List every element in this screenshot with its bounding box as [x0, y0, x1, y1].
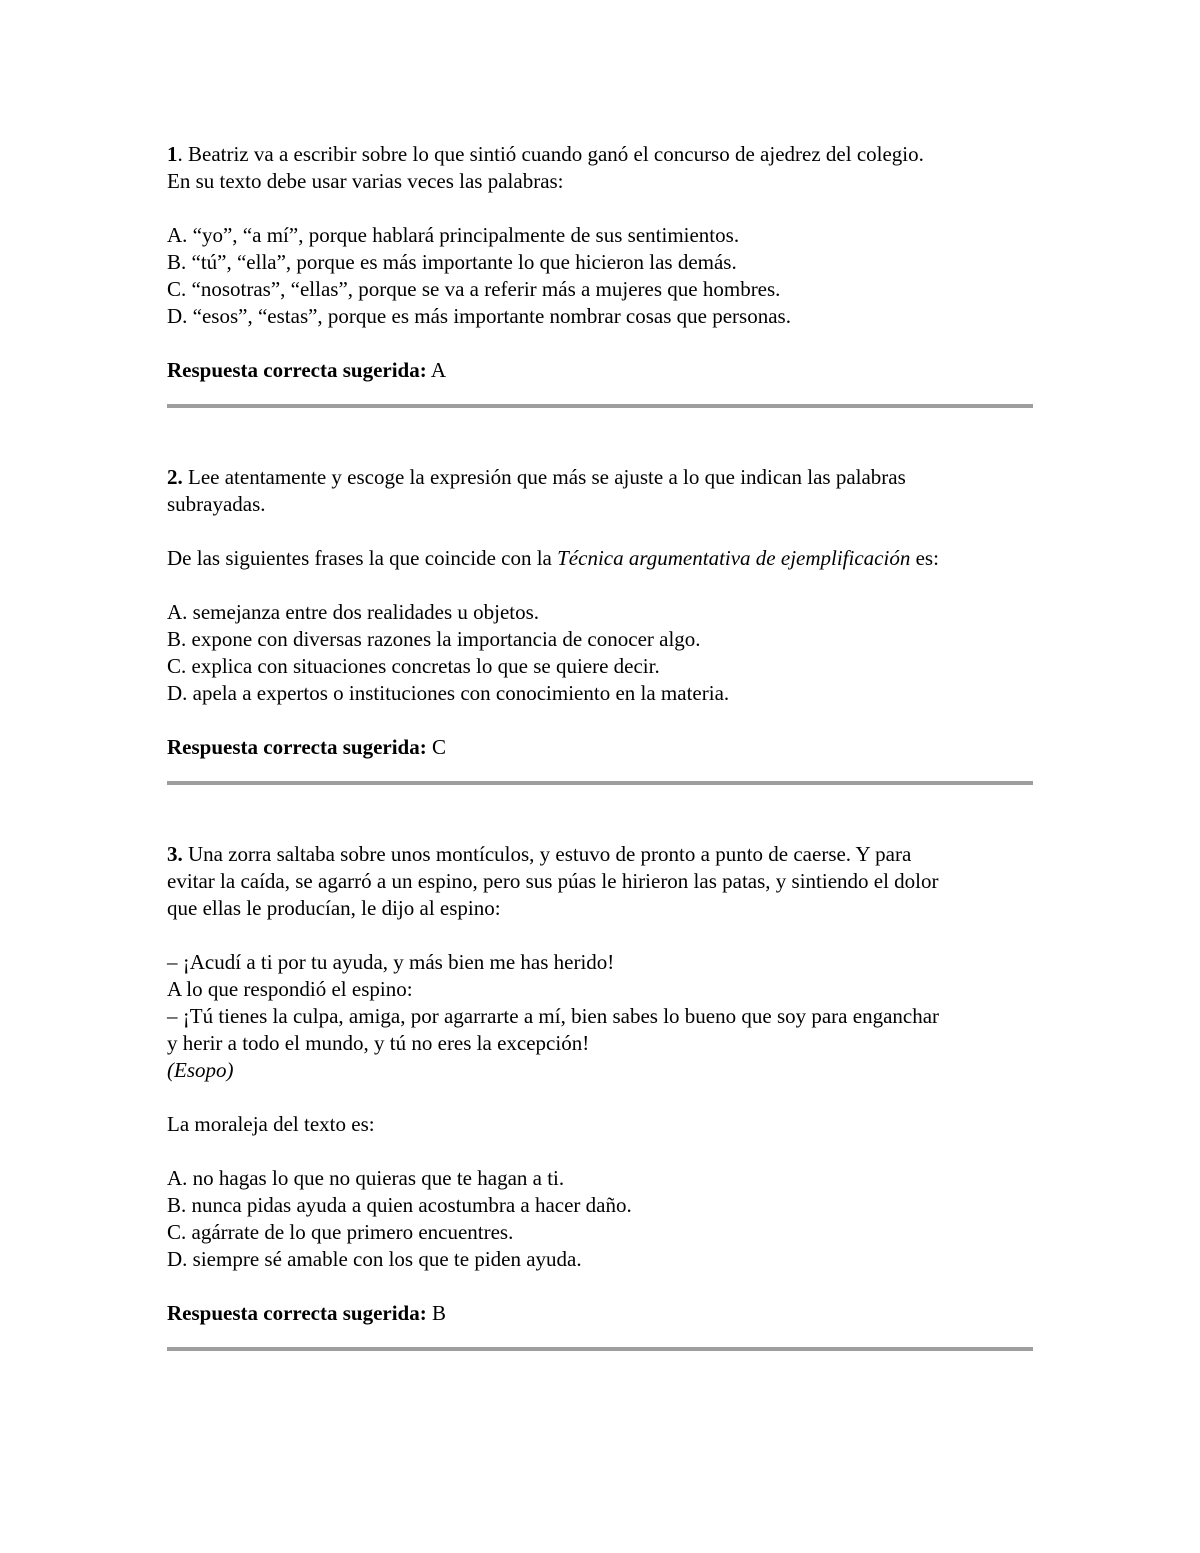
answer-value: C — [426, 735, 446, 759]
question-1-option-a: A. “yo”, “a mí”, porque hablará principalmente de sus sentimientos. — [167, 223, 740, 247]
question-1 — [167, 141, 1035, 384]
question-3-stem-line-2: evitar la caída, se agarró a un espino, pero sus púas le hirieron las patas, y sintiendo el dolor — [167, 869, 939, 893]
question-1-option-b: B. “tú”, “ella”, porque es más importante lo que hicieron las demás. — [167, 250, 737, 274]
question-2-prompt: De las siguientes frases la que coincide con la Técnica argumentativa de ejemplificación es: — [167, 546, 939, 570]
answer-label: Respuesta correcta sugerida: — [167, 358, 427, 382]
question-3-dialog-3: – ¡Tú tienes la culpa, amiga, por agarrarte a mí, bien sabes lo bueno que soy para enganchar — [167, 1004, 940, 1028]
question-2-answer — [167, 734, 1035, 761]
question-3-stem-line-3: que ellas le producían, le dijo al espino: — [167, 896, 501, 920]
question-2-option-a: A. semejanza entre dos realidades u objetos. — [167, 600, 540, 624]
question-2-option-c: C. explica con situaciones concretas lo que se quiere decir. — [167, 654, 660, 678]
question-1-option-c: C. “nosotras”, “ellas”, porque se va a referir más a mujeres que hombres. — [167, 277, 781, 301]
answer-label: Respuesta correcta sugerida: — [167, 735, 427, 759]
question-3-stem: 3. Una zorra saltaba sobre unos montículos, y estuvo de pronto a punto de caerse. Y para — [167, 842, 912, 866]
question-1-stem: 1. Beatriz va a escribir sobre lo que sintió cuando ganó el concurso de ajedrez del colegio. — [167, 142, 924, 166]
question-3-author: (Esopo) — [167, 1058, 234, 1082]
answer-label: Respuesta correcta sugerida: — [167, 1301, 427, 1325]
question-1-option-d: D. “esos”, “estas”, porque es más importante nombrar cosas que personas. — [167, 304, 791, 328]
question-2 — [167, 464, 1035, 761]
question-3-dialog-4: y herir a todo el mundo, y tú no eres la excepción! — [167, 1031, 590, 1055]
question-3-option-d: D. siempre sé amable con los que te piden ayuda. — [167, 1247, 582, 1271]
question-1-number: 1 — [167, 142, 178, 166]
document-page — [167, 141, 1035, 1351]
question-1-answer — [167, 357, 1035, 384]
question-3-option-b: B. nunca pidas ayuda a quien acostumbra a hacer daño. — [167, 1193, 632, 1217]
answer-value: A — [426, 358, 446, 382]
question-2-stem-line-2: subrayadas. — [167, 492, 266, 516]
question-3-option-c: C. agárrate de lo que primero encuentres. — [167, 1220, 514, 1244]
question-2-stem: 2. Lee atentamente y escoge la expresión que más se ajuste a lo que indican las palabras — [167, 465, 906, 489]
question-2-option-b: B. expone con diversas razones la importancia de conocer algo. — [167, 627, 701, 651]
question-3-dialog-2: A lo que respondió el espino: — [167, 977, 413, 1001]
question-1-stem-line-2: En su texto debe usar varias veces las palabras: — [167, 169, 564, 193]
answer-value: B — [426, 1301, 446, 1325]
question-3-number: 3. — [167, 842, 183, 866]
section-divider — [167, 1347, 1033, 1351]
question-3-option-a: A. no hagas lo que no quieras que te hagan a ti. — [167, 1166, 565, 1190]
question-3-prompt: La moraleja del texto es: — [167, 1112, 375, 1136]
question-3 — [167, 841, 1035, 1327]
question-2-number: 2. — [167, 465, 183, 489]
question-2-option-d: D. apela a expertos o instituciones con conocimiento en la materia. — [167, 681, 730, 705]
question-3-dialog-1: – ¡Acudí a ti por tu ayuda, y más bien me has herido! — [167, 950, 615, 974]
question-3-answer — [167, 1300, 1035, 1327]
